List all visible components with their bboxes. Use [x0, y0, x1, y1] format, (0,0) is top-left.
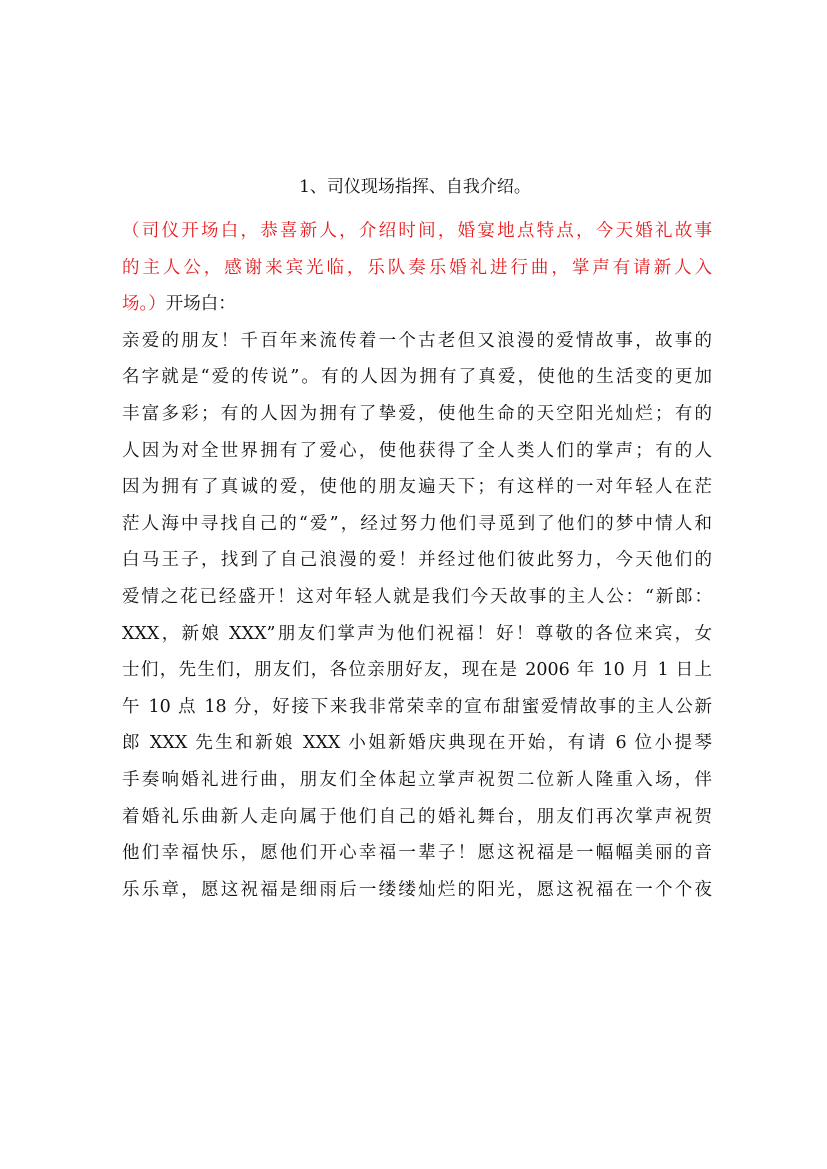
instruction-line: 的主人公，感谢来宾光临，乐队奏乐婚礼进行曲，掌声有请新人入	[122, 257, 712, 278]
instruction-line-end: 场。）	[122, 294, 166, 315]
body-line: 郎 XXX 先生和新娘 XXX 小姐新婚庆典现在开始，有请 6 位小提琴	[122, 733, 712, 754]
body-line: 爱情之花已经盛开！这对年轻人就是我们今天故事的主人公：“新郎：	[122, 586, 712, 607]
document-body	[122, 213, 712, 908]
instruction-line: （司仪开场白，恭喜新人，介绍时间，婚宴地点特点，今天婚礼故事	[122, 221, 712, 241]
body-line: 名字就是“爱的传说”。有的人因为拥有了真爱，使他的生活变的更加	[122, 367, 712, 388]
body-line: 乐乐章，愿这祝福是细雨后一缕缕灿烂的阳光，愿这祝福在一个个夜	[122, 879, 712, 900]
body-line: 午 10 点 18 分，好接下来我非常荣幸的宣布甜蜜爱情故事的主人公新	[122, 696, 712, 717]
body-line: 手奏响婚礼进行曲，朋友们全体起立掌声祝贺二位新人隆重入场，伴	[122, 769, 712, 790]
body-line: 白马王子，找到了自己浪漫的爱！并经过他们彼此努力，今天他们的	[122, 550, 712, 571]
body-line: 人因为对全世界拥有了爱心，使他获得了全人类人们的掌声；有的人	[122, 440, 712, 461]
opening-label: 开场白：	[165, 294, 236, 315]
body-line: 亲爱的朋友！千百年来流传着一个古老但又浪漫的爱情故事，故事的	[122, 330, 712, 351]
body-line: 丰富多彩；有的人因为拥有了挚爱，使他生命的天空阳光灿烂；有的	[122, 403, 712, 424]
body-line: 茫人海中寻找自己的“爱”，经过努力他们寻觅到了他们的梦中情人和	[122, 513, 712, 534]
body-line: 士们，先生们，朋友们，各位亲朋好友，现在是 2006 年 10 月 1 日上	[122, 660, 712, 681]
body-line: 他们幸福快乐，愿他们开心幸福一辈子！愿这祝福是一幅幅美丽的音	[122, 843, 712, 864]
body-line: 着婚礼乐曲新人走向属于他们自己的婚礼舞台，朋友们再次掌声祝贺	[122, 806, 712, 827]
body-line: XXX，新娘 XXX”朋友们掌声为他们祝福！好！尊敬的各位来宾，女	[122, 623, 712, 644]
body-line: 因为拥有了真诚的爱，使他的朋友遍天下；有这样的一对年轻人在茫	[122, 477, 712, 498]
instruction-line-with-label	[122, 286, 712, 323]
section-heading: 1、司仪现场指挥、自我介绍。	[299, 177, 531, 197]
